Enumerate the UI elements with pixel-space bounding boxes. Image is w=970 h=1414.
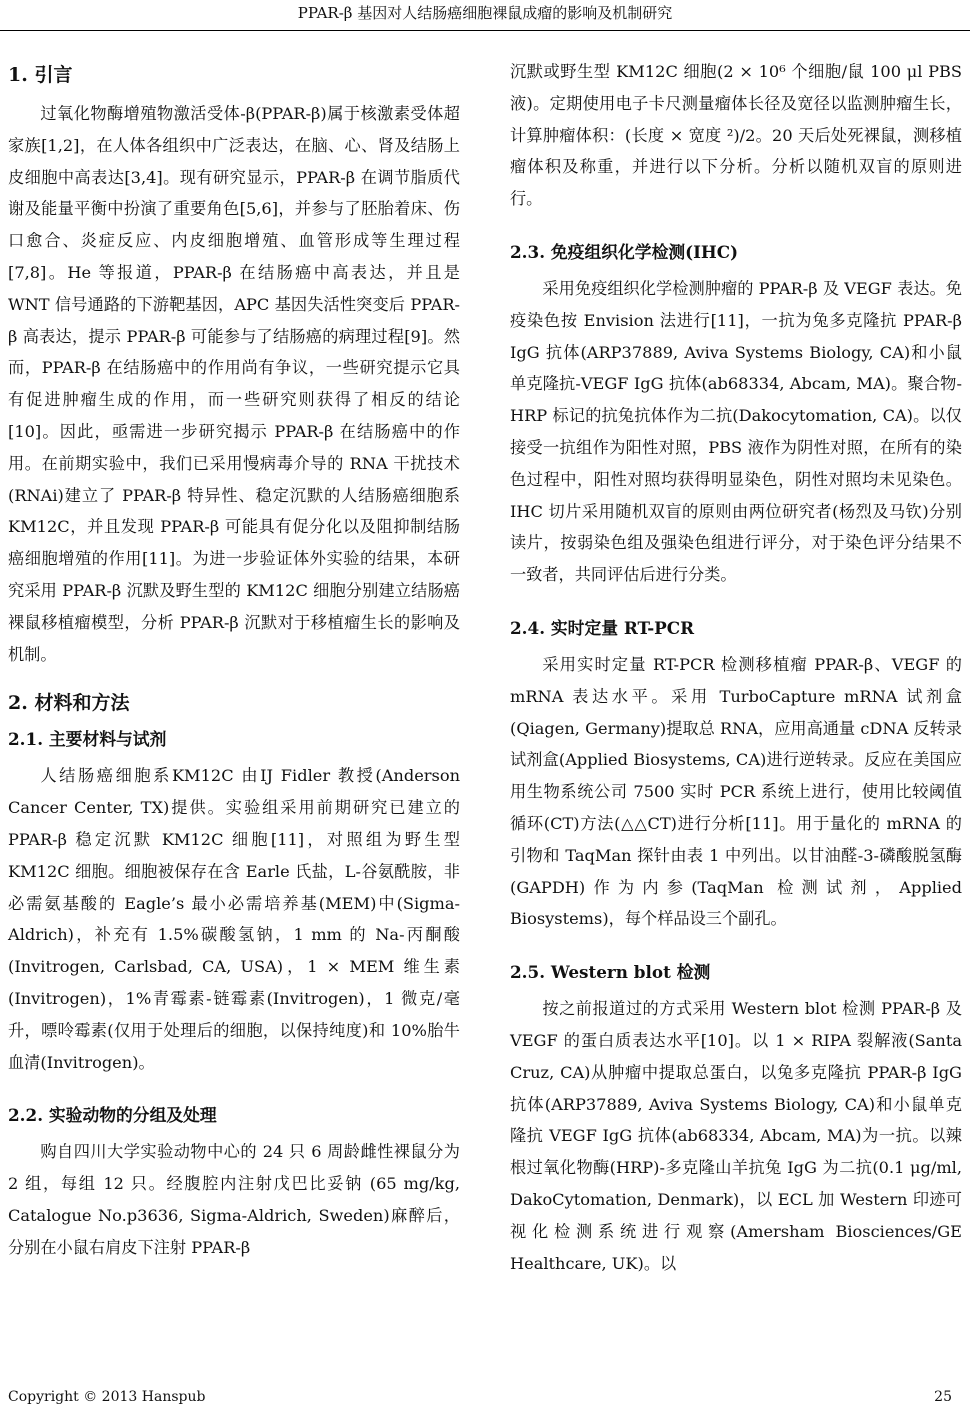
running-head: PPAR-β 基因对人结肠癌细胞裸鼠成瘤的影响及机制研究: [0, 0, 970, 31]
paragraph-2-1: 人结肠癌细胞系KM12C 由IJ Fidler 教授(Anderson Cancer Center, TX)提供。实验组采用前期研究已建立的 PPAR-β 稳定沉默 KM12C 细胞[11]，对照组为野生型 KM12C 细胞。细胞被保存在含 Earle 氏盐，L-谷氨酰胺，非必需氨基酸的 Eagle’s 最小必需培养基(MEM)中(Sigma-Aldrich)，补充有 1.5%碳酸氢钠，1 mm 的 Na-丙酮酸(Invitrogen, Carlsbad, CA, USA)，1 × MEM 维生素(Invitrogen)，1%青霉素-链霉素(Invitrogen)，1 微克/毫升，嘌呤霉素(仅用于处理后的细胞，以保持纯度)和 10%胎牛血清(Invitrogen)。: [8, 766, 460, 1072]
heading-introduction: 1. 引言: [8, 64, 73, 86]
footer-copyright: Copyright © 2013 Hanspub: [8, 1389, 206, 1405]
paragraph-2-3: 采用免疫组织化学检测肿瘤的 PPAR-β 及 VEGF 表达。免疫染色按 Envision 法进行[11]，一抗为兔多克隆抗 PPAR-β IgG 抗体(ARP37889, Aviva Systems Biology, CA)和小鼠单克隆抗-VEGF IgG 抗体(ab68334, Abcam, MA)。聚合物-HRP 标记的抗兔抗体作为二抗(Dakocytomation, CA)。以仅接受一抗组作为阳性对照，PBS 液作为阴性对照，在所有的染色过程中，阳性对照均获得明显染色，阴性对照均未见染色。IHC 切片采用随机双盲的原则由两位研究者(杨烈及马钦)分别读片，按弱染色组及强染色组进行评分，对于染色评分结果不一致者，共同评估后进行分类。: [510, 278, 962, 585]
paragraph-introduction: 过氧化物酶增殖物激活受体-β(PPAR-β)属于核激素受体超家族[1,2]，在人体各组织中广泛表达，在脑、心、肾及结肠上皮细胞中高表达[3,4]。现有研究显示，PPAR-β 在调节脂质代谢及能量平衡中扮演了重要角色[5,6]，并参与了胚胎着床、伤口愈合、炎症反应、内皮细胞增殖、血管形成等生理过程[7,8]。He 等报道，PPAR-β 在结肠癌中高表达，并且是 WNT 信号通路的下游靶基因，APC 基因失活性突变后 PPAR-β 高表达，提示 PPAR-β 可能参与了结肠癌的病理过程[9]。然而，PPAR-β 在结肠癌中的作用尚有争议，一些研究提示它具有促进肿瘤生成的作用，而一些研究则获得了相反的结论[10]。因此，亟需进一步研究揭示 PPAR-β 在结肠癌中的作用。在前期实验中，我们已采用慢病毒介导的 RNA 干扰技术(RNAi)建立了 PPAR-β 特异性、稳定沉默的人结肠癌细胞系 KM12C，并且发现 PPAR-β 可能具有促分化以及阻抑制结肠癌细胞增殖的作用[11]。为进一步验证体外实验的结果，本研究采用 PPAR-β 沉默及野生型的 KM12C 细胞分别建立结肠癌裸鼠移植瘤模型，分析 PPAR-β 沉默对于移植瘤生长的影响及机制。: [8, 104, 460, 664]
heading-2-3: 2.3. 免疫组织化学检测(IHC): [510, 241, 739, 262]
heading-2-1: 2.1. 主要材料与试剂: [8, 729, 167, 750]
left-column: [8, 56, 460, 1264]
paragraph-2-2-continued: 沉默或野生型 KM12C 细胞(2 × 10⁶ 个细胞/鼠 100 μl PBS 液)。定期使用电子卡尺测量瘤体长径及宽径以监测肿瘤生长，计算肿瘤体积：(长度 × 宽度 ²)/2。20 天后处死裸鼠，测移植瘤体积及称重，并进行以下分析。分析以随机双盲的原则进行。: [510, 62, 962, 209]
right-column: [510, 56, 962, 1279]
heading-2-2: 2.2. 实验动物的分组及处理: [8, 1105, 217, 1126]
paragraph-2-2: 购自四川大学实验动物中心的 24 只 6 周龄雌性裸鼠分为 2 组，每组 12 只。经腹腔内注射戊巴比妥钠 (65 mg/kg, Catalogue No.p3636, Sigma-Aldrich, Sweden)麻醉后，分别在小鼠右肩皮下注射 PPAR-β: [8, 1142, 460, 1257]
heading-methods: 2. 材料和方法: [8, 692, 130, 715]
heading-2-4: 2.4. 实时定量 RT-PCR: [510, 617, 695, 638]
heading-2-5: 2.5. Western blot 检测: [510, 962, 711, 983]
footer-page-number: 25: [934, 1389, 952, 1405]
paragraph-2-5: 按之前报道过的方式采用 Western blot 检测 PPAR-β 及 VEGF 的蛋白质表达水平[10]。以 1 × RIPA 裂解液(Santa Cruz, CA)从肿瘤中提取总蛋白，以兔多克隆抗 PPAR-β IgG 抗体(ARP37889, Aviva Systems Biology, CA)和小鼠单克隆抗 VEGF IgG 抗体(ab68334, Abcam, MA)为一抗。以辣根过氧化物酶(HRP)-多克隆山羊抗兔 IgG 为二抗(0.1 μg/ml, DakoCytomation, Denmark)，以 ECL 加 Western 印迹可视化检测系统进行观察(Amersham Biosciences/GE Healthcare, UK)。以: [510, 999, 962, 1273]
paragraph-2-4: 采用实时定量 RT-PCR 检测移植瘤 PPAR-β、VEGF 的 mRNA 表达水平。采用 TurboCapture mRNA 试剂盒(Qiagen, Germany)提取总 RNA，应用高通量 cDNA 反转录试剂盒(Applied Biosystems, CA)进行逆转录。反应在美国应用生物系统公司 7500 实时 PCR 系统上进行，使用比较阈值循环(CT)方法(△△CT)进行分析[11]。用于量化的 mRNA 的引物和 TaqMan 探针由表 1 中列出。以甘油醛-3-磷酸脱氢酶(GAPDH)作为内参(TaqMan 检测试剂，Applied Biosystems)，每个样品设三个副孔。: [510, 654, 962, 929]
